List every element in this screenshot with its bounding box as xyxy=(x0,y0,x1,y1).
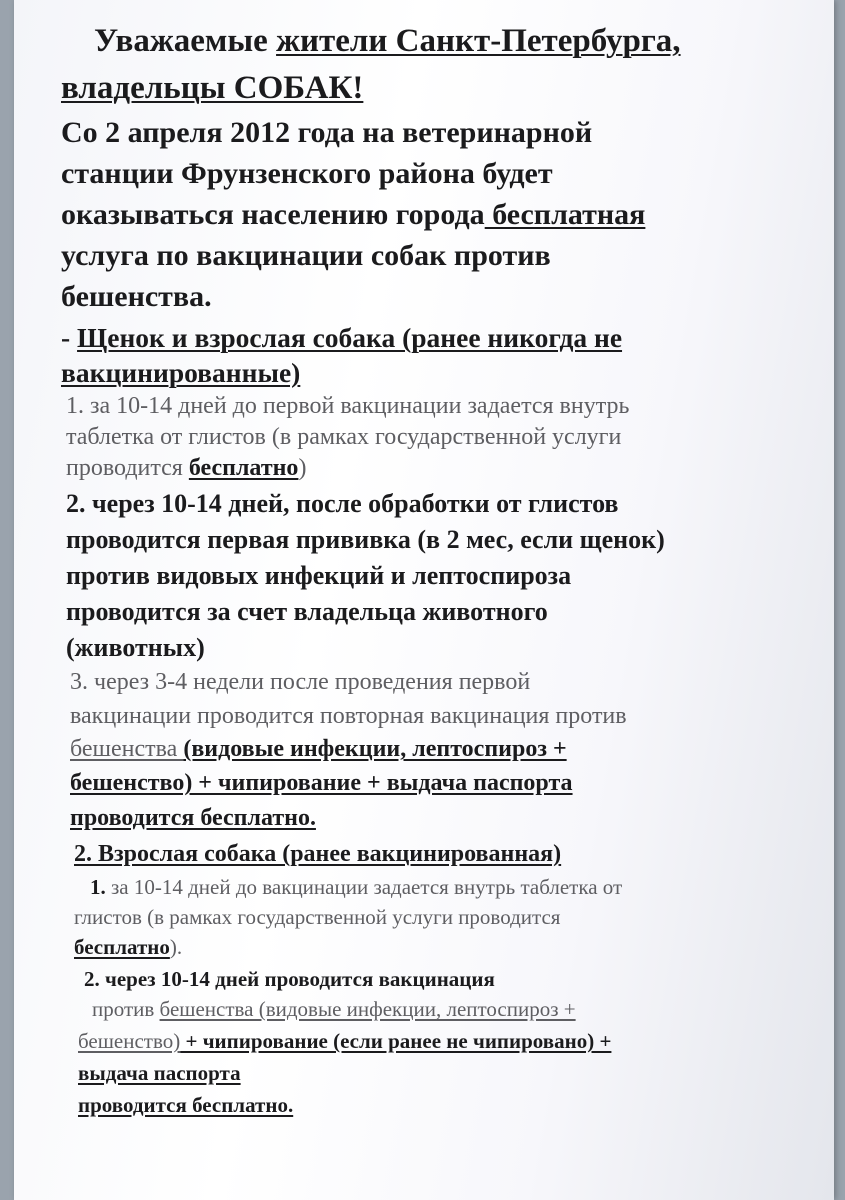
s1-p2-line-4: проводится за счет владельца животного xyxy=(66,597,548,626)
s2-p2-line-3 xyxy=(78,1030,611,1052)
s2-p1-line-3 xyxy=(74,936,182,958)
s2-p2-rabies: бешенства (видовые инфекции, лептоспироз + xyxy=(159,997,576,1021)
s1-p2-line-5: (животных) xyxy=(66,633,205,662)
s1-p1-line-2: таблетка от глистов (в рамках государственной услуги xyxy=(66,424,622,450)
s1-p2-line-2: проводится первая прививка (в 2 мес, если щенок) xyxy=(66,525,665,554)
s2-p2-line-1: 2. через 10-14 дней проводится вакцинация xyxy=(84,967,495,991)
s2-p2-line-5: проводится бесплатно. xyxy=(78,1093,294,1117)
intro-text: оказываться населению города xyxy=(61,198,485,231)
s1-p1-line-1: 1. за 10-14 дней до первой вакцинации задается внутрь xyxy=(66,393,630,419)
s2-p1-number: 1. xyxy=(90,875,106,899)
s1-p3-line-2: вакцинации проводится повторная вакцинация против xyxy=(70,703,627,729)
intro-line-2: станции Фрунзенского района будет xyxy=(61,157,553,190)
s1-p3-rabies: бешенства xyxy=(70,736,184,762)
s2-p2-against: против xyxy=(92,997,160,1021)
section2-heading: 2. Взрослая собака (ранее вакцинированная) xyxy=(74,841,562,867)
s1-p1-line-3 xyxy=(66,456,306,481)
intro-line-4: услуга по вакцинации собак против xyxy=(61,239,551,272)
s2-p1-text: за 10-14 дней до вакцинации задается внутрь таблетка от xyxy=(105,875,623,899)
s2-p1-line-1 xyxy=(90,876,622,898)
s1-p3-line-4: бешенство) + чипирование + выдача паспорта xyxy=(70,770,573,796)
section1-heading-1 xyxy=(61,324,622,353)
s1-p3-line-3 xyxy=(70,737,567,762)
s2-p2-chipping: + чипирование (если ранее не чипировано) + xyxy=(180,1029,612,1053)
notice-sheet xyxy=(14,0,834,1200)
s2-p1-paren: ). xyxy=(169,935,183,959)
s1-p3-line-5: проводится бесплатно. xyxy=(70,805,316,831)
s2-p1-line-2: глистов (в рамках государственной услуги проводится xyxy=(74,905,561,929)
greeting-city: жители Санкт-Петербурга, xyxy=(276,23,681,59)
s1-p3-infections: (видовые инфекции, лептоспироз + xyxy=(183,736,567,762)
s1-p1-paren: ) xyxy=(298,455,307,481)
s1-p2-line-3: против видовых инфекций и лептоспироза xyxy=(66,561,572,590)
s2-p2-line-2 xyxy=(92,998,576,1020)
s1-p1-text: проводится xyxy=(66,455,189,481)
s1-p1-free: бесплатно xyxy=(188,455,299,481)
greeting-line-1 xyxy=(94,24,681,59)
s1-p3-line-1: 3. через 3-4 недели после проведения первой xyxy=(70,669,531,695)
s2-p2-rabies-end: бешенство) xyxy=(78,1029,181,1053)
dash: - xyxy=(61,322,78,353)
s2-p2-line-4: выдача паспорта xyxy=(78,1061,241,1085)
intro-line-5: бешенства. xyxy=(61,280,212,313)
intro-line-3 xyxy=(61,199,645,231)
section1-title: Щенок и взрослая собака (ранее никогда не xyxy=(77,322,623,353)
intro-line-1: Со 2 апреля 2012 года на ветеринарной xyxy=(61,116,593,149)
greeting-line-2: владельцы СОБАК! xyxy=(61,70,364,106)
intro-free: бесплатная xyxy=(484,198,646,231)
s2-p1-free: бесплатно xyxy=(74,935,170,959)
s1-p2-line-1: 2. через 10-14 дней, после обработки от глистов xyxy=(66,489,619,518)
section1-heading-2: вакцинированные) xyxy=(61,357,301,388)
greeting-text: Уважаемые xyxy=(94,23,277,59)
